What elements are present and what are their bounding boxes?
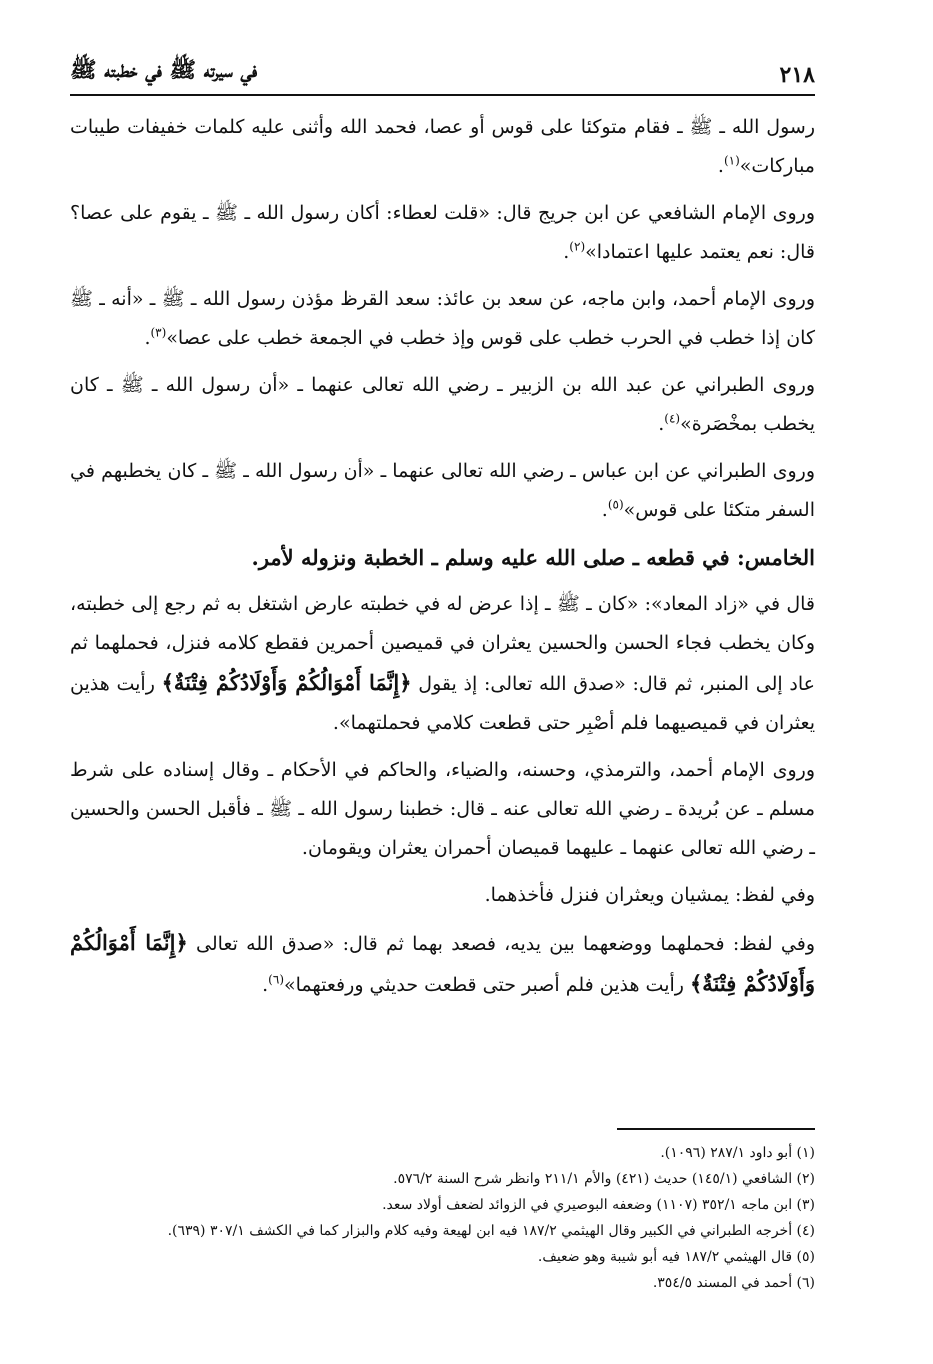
footnote-ref[interactable]: (١) [723,153,740,168]
main-text [70,108,815,1013]
section-heading: الخامس: في قطعه ـ صلى الله عليه وسلم ـ الخطبة ونزوله لأمر. [251,545,815,570]
paragraph: وروى الطبراني عن عبد الله بن الزبير ـ رضي الله تعالى عنهما ـ «أن رسول الله ـ ﷺ ـ كان يخطب بمخْصَرة»$^{(٤)}$. [70,374,815,435]
footnote-separator [617,1128,815,1130]
footnote: (٤) أخرجه الطبراني في الكبير وقال الهيثمي ١٨٧/٢ فيه ابن لهيعة وفيه كلام والبزار كما في الكشف ٣٠٧/١ (٦٣٩). [167,1223,815,1239]
paragraph: قال في «زاد المعاد»: «كان ـ ﷺ ـ إذا عرض له في خطبته عارض اشتغل به ثم رجع إلى خطبته، وكان يخطب فجاء الحسن والحسين يعثران في قميصين أحمرين فقطع كلامه فنزل، فحملهما ثم عاد إلى المنبر، ثم قال: «صدق الله تعالى: إذ يقول ﴿إِنَّمَا أَمْوَالُكُمْ وَأَوْلَادُكُمْ فِتْنَةٌ﴾ رأيت هذين يعثران في قميصيهما فلم أصْبِر حتى قطعت كلامي فحملتهما». [70,593,816,734]
paragraph: رسول الله ـ ﷺ ـ فقام متوكئا على قوس أو عصا، فحمد الله وأثنى عليه كلمات خفيفات طيبات مباركات»$^{(١)}$. [70,116,815,177]
footnote-ref[interactable]: (٥) [607,497,624,512]
footnote-ref[interactable]: (٢) [569,239,586,254]
paragraph: وفي لفظ: يمشيان ويعثران فنزل فأخذهما. [484,884,815,906]
footnote-ref[interactable]: (٦) [268,972,284,987]
footnote: (٢) الشافعي (١٤٥/١) حديث (٤٢١) والأم ٢١١/١ وانظر شرح السنة ٥٧٦/٢. [393,1171,815,1187]
footnote: (١) أبو داود ٢٨٧/١ (١٠٩٦). [660,1145,815,1161]
footnote: (٥) قال الهيثمي ١٨٧/٢ فيه أبو شيبة وهو ضعيف. [537,1249,815,1265]
footnote: (٦) أحمد في المسند ٣٥٤/٥. [652,1275,815,1291]
footnote: (٣) ابن ماجه ٣٥٢/١ (١١٠٧) وضعفه البوصيري في الزوائد لضعف أولاد سعد. [382,1197,815,1213]
paragraph: وروى الطبراني عن ابن عباس ـ رضي الله تعالى عنهما ـ «أن رسول الله ـ ﷺ ـ كان يخطبهم في السفر متكئا على قوس»$^{(٥)}$. [70,460,815,521]
page-number: ٢١٨ [779,62,815,88]
footnotes [70,1140,815,1296]
paragraph: وروى الإمام الشافعي عن ابن جريج قال: «قلت لعطاء: أكان رسول الله ـ ﷺ ـ يقوم على عصا؟ قال: نعم يعتمد عليها اعتمادا»$^{(٢)}$. [70,202,815,263]
footnote-ref[interactable]: (٣) [150,325,167,340]
paragraph: وروى الإمام أحمد، وابن ماجه، عن سعد بن عائذ: سعد القرظ مؤذن رسول الله ـ ﷺ ـ «أنه ـ ﷺ كان إذا خطب في الحرب خطب على قوس وإذ خطب في الجمعة خطب على عصا»$^{(٣)}$. [70,288,815,349]
quran-verse: ﴿إِنَّمَا أَمْوَالُكُمْ وَأَوْلَادُكُمْ فِتْنَةٌ﴾ [161,670,412,695]
running-title: في سيرته ﷺ في خطبته ﷺ [70,57,258,83]
footnote-ref[interactable]: (٤) [664,411,681,426]
page-header [70,50,815,96]
quran-verse: ﴿إِنَّمَا أَمْوَالُكُمْ وَأَوْلَادُكُمْ فِتْنَةٌ﴾ [70,930,815,996]
paragraph: وروى الإمام أحمد، والترمذي، وحسنه، والضياء، والحاكم في الأحكام ـ وقال إسناده على شرط مسلم ـ عن بُريدة ـ رضي الله تعالى عنه ـ قال: خطبنا رسول الله ـ ﷺ ـ فأقبل الحسن والحسين ـ رضي الله تعالى عنهما ـ عليهما قميصان أحمران يعثران ويقومان. [70,759,815,859]
paragraph: وفي لفظ: فحملهما ووضعهما بين يديه، فصعد بهما ثم قال: «صدق الله تعالى ﴿إِنَّمَا أَمْوَالُكُمْ وَأَوْلَادُكُمْ فِتْنَةٌ﴾ رأيت هذين فلم أصبر حتى قطعت حديثي ورفعتهما»$^{(٦)}$. [70,930,815,996]
